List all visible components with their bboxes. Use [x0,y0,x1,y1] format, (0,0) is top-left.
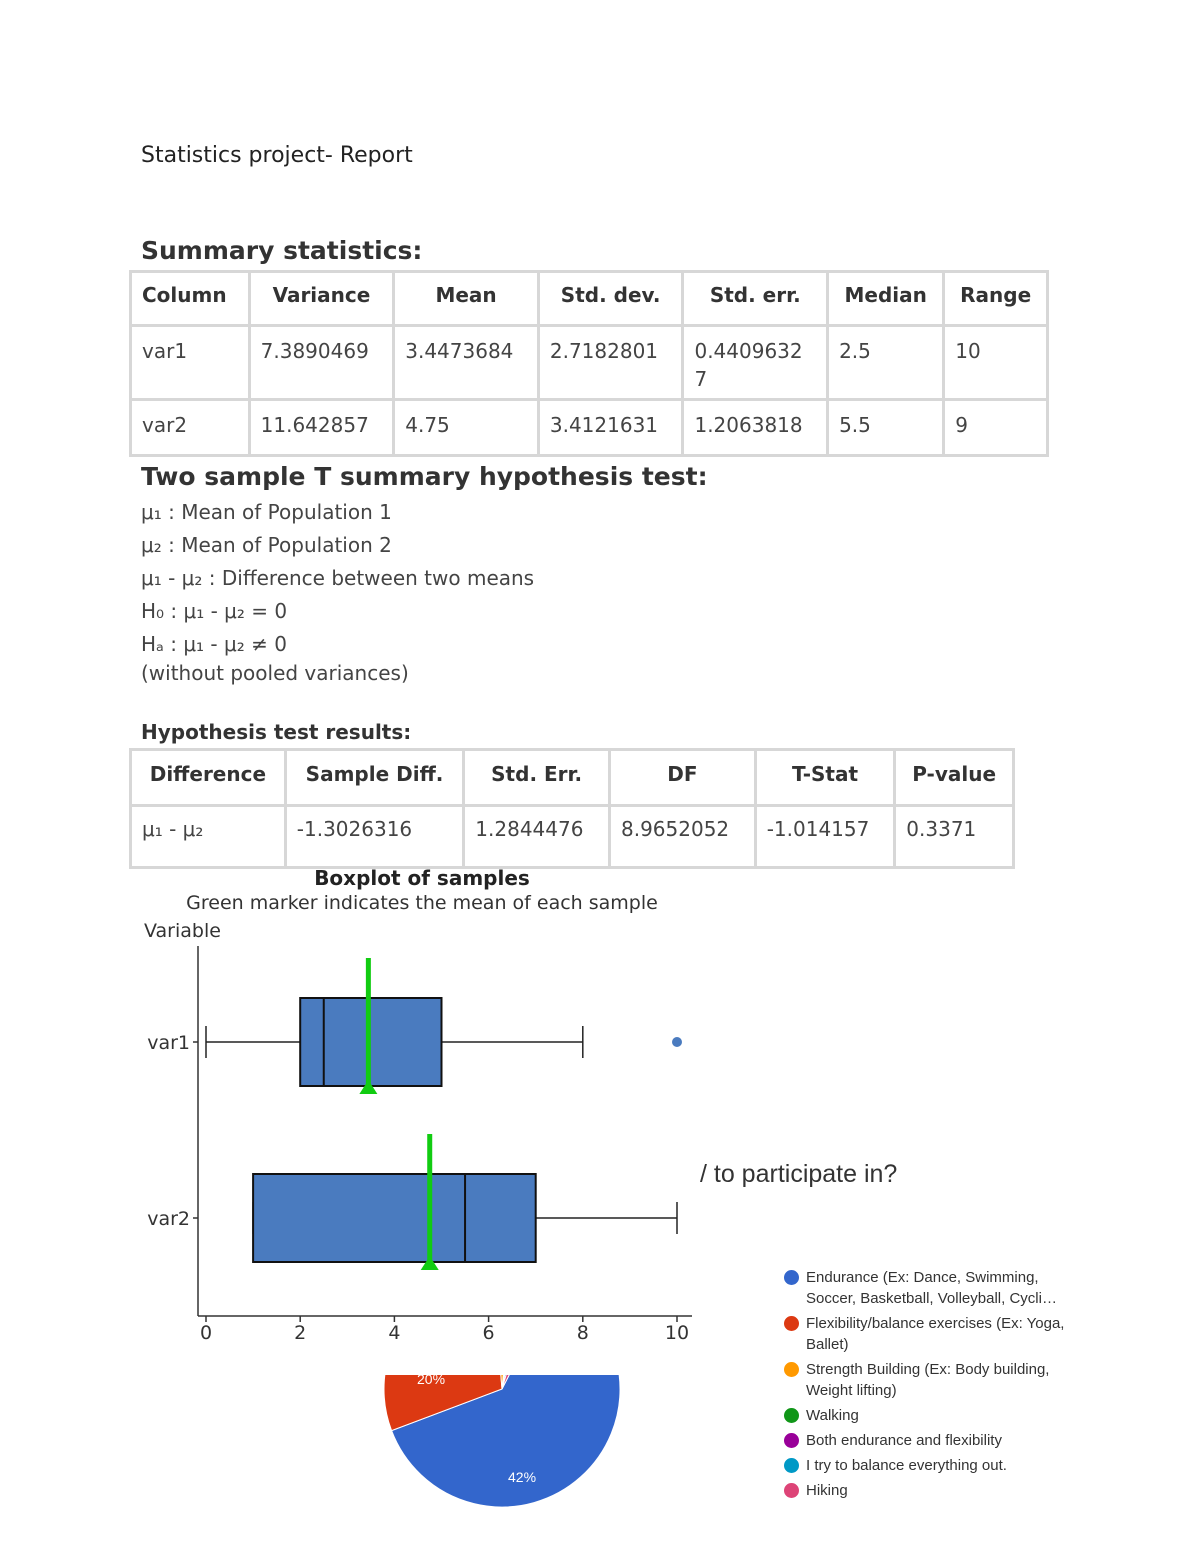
legend-label: Both endurance and flexibility [806,1432,1002,1449]
survey-question-fragment: / to participate in? [700,1160,898,1188]
x-tick-label: 0 [199,1322,213,1344]
x-tick-label: 6 [482,1322,495,1344]
hypothesis-line: (without pooled variances) [141,661,409,685]
legend-item-balance [782,1455,1082,1476]
column-header: Median [828,272,944,326]
table-cell: -1.3026316 [285,806,464,868]
table-cell: 0.4409632 7 [683,326,828,400]
hypothesis-line: μ₂ : Mean of Population 2 [141,533,392,557]
results-heading: Hypothesis test results: [141,720,412,744]
table-cell: 4.75 [394,400,539,456]
legend-item-endurance [782,1267,1082,1309]
table-cell: 1.2844476 [464,806,610,868]
legend-swatch [784,1458,799,1473]
boxplot-subtitle: Green marker indicates the mean of each sample [186,892,658,914]
table-cell: 9 [944,400,1048,456]
column-header: Range [944,272,1048,326]
column-header: Difference [131,750,286,806]
summary-table [129,270,1049,457]
box-series [147,958,682,1270]
column-header: Std. err. [683,272,828,326]
pie-label-42: 42% [508,1469,537,1485]
table-cell: 1.2063818 [683,400,828,456]
column-header: Std. Err. [464,750,610,806]
legend-label: Strength Building (Ex: Body building, Weight lifting) [806,1361,1050,1399]
results-table [129,748,1015,869]
boxplot-chart [130,862,700,1352]
table-cell: 5.5 [828,400,944,456]
pie-slices [384,1372,620,1507]
table-cell: 2.7182801 [538,326,683,400]
hypothesis-line: Hₐ : μ₁ - μ₂ ≠ 0 [141,632,287,656]
legend-label: Endurance (Ex: Dance, Swimming, Soccer, Basketball, Volleyball, Cycli… [806,1269,1057,1307]
column-header: Column [131,272,250,326]
legend-item-flexibility [782,1313,1082,1355]
legend-swatch [784,1483,799,1498]
x-ticks [200,1316,689,1344]
legend-swatch [784,1408,799,1423]
table-header-row [131,750,1014,806]
table-cell: 3.4121631 [538,400,683,456]
table-row [131,400,1048,456]
column-header: T-Stat [755,750,895,806]
column-header: DF [610,750,756,806]
y-tick-label: var2 [147,1208,190,1230]
table-cell: 8.9652052 [610,806,756,868]
legend-item-walking [782,1405,1082,1426]
legend-swatch [784,1433,799,1448]
table-cell: 3.4473684 [394,326,539,400]
table-cell: 2.5 [828,326,944,400]
x-tick-label: 8 [576,1322,589,1344]
legend-swatch [784,1362,799,1377]
y-tick-label: var1 [147,1032,190,1054]
legend-label: I try to balance everything out. [806,1457,1007,1474]
pie-chart [380,1372,640,1512]
hypothesis-line: μ₁ : Mean of Population 1 [141,500,392,524]
column-header: Sample Diff. [285,750,464,806]
box-iqr [253,1174,536,1262]
table-cell: 7.3890469 [249,326,394,400]
hypothesis-heading: Two sample T summary hypothesis test: [141,462,708,491]
legend-item-strength [782,1359,1082,1401]
hypothesis-line: μ₁ - μ₂ : Difference between two means [141,566,535,590]
legend-item-hiking [782,1480,1082,1501]
boxplot-title: Boxplot of samples [314,866,530,890]
x-tick-label: 10 [664,1322,690,1344]
table-cell: var2 [131,400,250,456]
table-cell: 10 [944,326,1048,400]
column-header: Mean [394,272,539,326]
legend-label: Walking [806,1407,859,1424]
x-tick-label: 4 [388,1322,401,1344]
boxplot-y-label: Variable [144,920,221,942]
legend-label: Hiking [806,1482,848,1499]
table-cell: -1.014157 [755,806,895,868]
table-header-row [131,272,1048,326]
x-tick-label: 2 [294,1322,307,1344]
column-header: Variance [249,272,394,326]
summary-heading: Summary statistics: [141,236,423,265]
legend-label: Flexibility/balance exercises (Ex: Yoga, Ballet) [806,1315,1065,1353]
document-title: Statistics project- Report [141,143,413,168]
outlier-point [672,1037,682,1047]
table-cell: 0.3371 [895,806,1014,868]
table-cell: 11.642857 [249,400,394,456]
pie-legend [782,1267,1082,1505]
hypothesis-line: H₀ : μ₁ - μ₂ = 0 [141,599,288,623]
table-cell: μ₁ - μ₂ [131,806,286,868]
table-row [131,806,1014,868]
legend-swatch [784,1316,799,1331]
table-cell: var1 [131,326,250,400]
table-row [131,326,1048,400]
legend-swatch [784,1270,799,1285]
column-header: Std. dev. [538,272,683,326]
pie-label-20: 20% [417,1372,446,1387]
column-header: P-value [895,750,1014,806]
legend-item-both [782,1430,1082,1451]
